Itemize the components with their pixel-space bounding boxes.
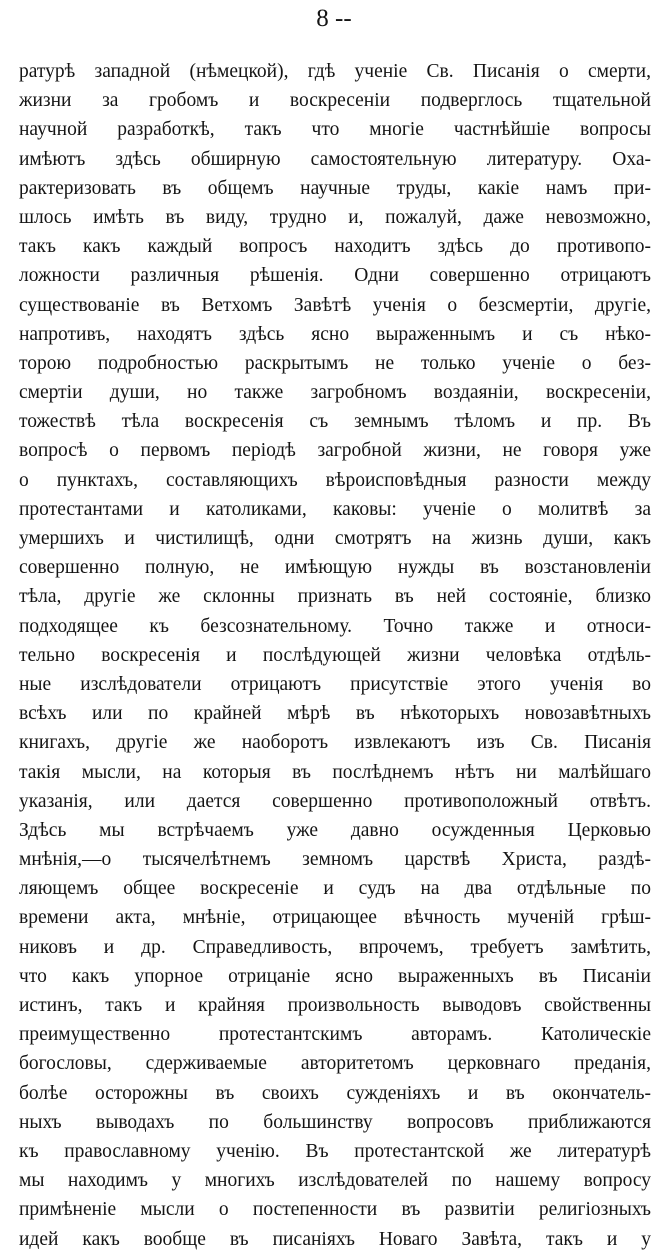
text-line: мы находимъ у многихъ изслѣдователей по нашему вопросу bbox=[19, 1170, 651, 1192]
page-header: 8 -- bbox=[316, 5, 352, 32]
text-line: книгахъ, другіе же наоборотъ извлекаютъ изъ Св. Писанія bbox=[19, 732, 651, 754]
text-line: напротивъ, находятъ здѣсь ясно выраженнымъ и съ нѣко- bbox=[19, 323, 651, 345]
text-line: умершихъ и чистилищѣ, одни смотрятъ на жизнь души, какъ bbox=[19, 528, 651, 549]
text-line: о пунктахъ, составляющихъ вѣроисповѣдныя разности между bbox=[19, 469, 651, 491]
text-line: всѣхъ или по крайней мѣрѣ въ нѣкоторыхъ новозавѣтныхъ bbox=[19, 703, 651, 725]
text-line: имѣютъ здѣсь обширную самостоятельную литературу. Оха- bbox=[19, 148, 651, 170]
text-line: идей какъ вообще въ писаніяхъ Новаго Завѣта, такъ и у bbox=[19, 1228, 651, 1250]
text-line: никовъ и др. Справедливость, впрочемъ, требуетъ замѣтить, bbox=[19, 936, 651, 958]
text-line: преимущественно протестантскимъ авторамъ. Католическіе bbox=[19, 1024, 651, 1046]
text-line: времени акта, мнѣніе, отрицающее вѣчность мученій грѣш- bbox=[19, 907, 651, 929]
text-line: смертіи души, но также загробномъ воздаяніи, воскресеніи, bbox=[19, 382, 651, 404]
text-line: научной разработкѣ, такъ что многіе частнѣйшіе вопросы bbox=[19, 119, 651, 141]
text-line: болѣе осторожны въ своихъ сужденіяхъ и въ окончатель- bbox=[19, 1082, 651, 1104]
text-line: подходящее къ безсознательному. Точно также и относи- bbox=[19, 615, 651, 637]
body-text bbox=[19, 57, 651, 1254]
text-line: тельно воскресенія и послѣдующей жизни человѣка отдѣль- bbox=[19, 644, 651, 666]
text-line: ные изслѣдователи отрицаютъ присутствіе этого ученія во bbox=[19, 673, 651, 695]
text-line: богословы, сдерживаемые авторитетомъ церковнаго преданія, bbox=[19, 1053, 651, 1075]
text-line: примѣненіе мысли о постепенности въ развитіи религіозныхъ bbox=[19, 1199, 651, 1221]
text-line: тожествѣ тѣла воскресенія съ земнымъ тѣломъ и пр. Въ bbox=[19, 411, 651, 433]
text-line: шлось имѣть въ виду, трудно и, пожалуй, даже невозможно, bbox=[19, 206, 651, 228]
text-line: истинъ, такъ и крайняя произвольность выводовъ свойственны bbox=[19, 995, 651, 1016]
text-line: торою подробностью раскрытымъ не только ученіе о без- bbox=[19, 352, 651, 374]
text-line: совершенно полную, не имѣющую нужды въ возстановленіи bbox=[19, 557, 651, 579]
text-line: рактеризовать въ общемъ научные труды, какіе намъ при- bbox=[19, 177, 651, 199]
text-line: жизни за гробомъ и воскресеніи подверглось тщательной bbox=[19, 90, 651, 112]
text-line: ныхъ выводахъ по большинству вопросовъ приближаются bbox=[19, 1111, 651, 1133]
text-line: мнѣнія,—о тысячелѣтнемъ земномъ царствѣ Христа, раздѣ- bbox=[19, 849, 651, 871]
text-line: существованіе въ Ветхомъ Завѣтѣ ученія о безсмертіи, другіе, bbox=[19, 294, 651, 316]
text-line: ратурѣ западной (нѣмецкой), гдѣ ученіе Св. Писанія о смерти, bbox=[19, 61, 651, 82]
text-line: Здѣсь мы встрѣчаемъ уже давно осужденныя Церковью bbox=[19, 819, 651, 841]
text-line: ляющемъ общее воскресеніе и судъ на два отдѣльные по bbox=[19, 878, 651, 900]
text-line: вопросѣ о первомъ періодѣ загробной жизни, не говоря уже bbox=[19, 440, 651, 462]
text-line: ложности различныя рѣшенія. Одни совершенно отрицаютъ bbox=[19, 265, 651, 287]
text-line: такія мысли, на которыя въ послѣднемъ нѣтъ ни малѣйшаго bbox=[19, 761, 651, 783]
text-line: тѣла, другіе же склонны признать въ ней состояніе, близко bbox=[19, 586, 651, 608]
text-line: протестантами и католиками, каковы: ученіе о молитвѣ за bbox=[19, 498, 651, 520]
text-line: указанія, или дается совершенно противоположный отвѣтъ. bbox=[19, 790, 651, 812]
text-line: что какъ упорное отрицаніе ясно выраженныхъ въ Писаніи bbox=[19, 965, 651, 987]
text-line: къ православному ученію. Въ протестантской же литературѣ bbox=[19, 1140, 651, 1162]
text-line: такъ какъ каждый вопросъ находитъ здѣсь до противопо- bbox=[19, 236, 651, 258]
